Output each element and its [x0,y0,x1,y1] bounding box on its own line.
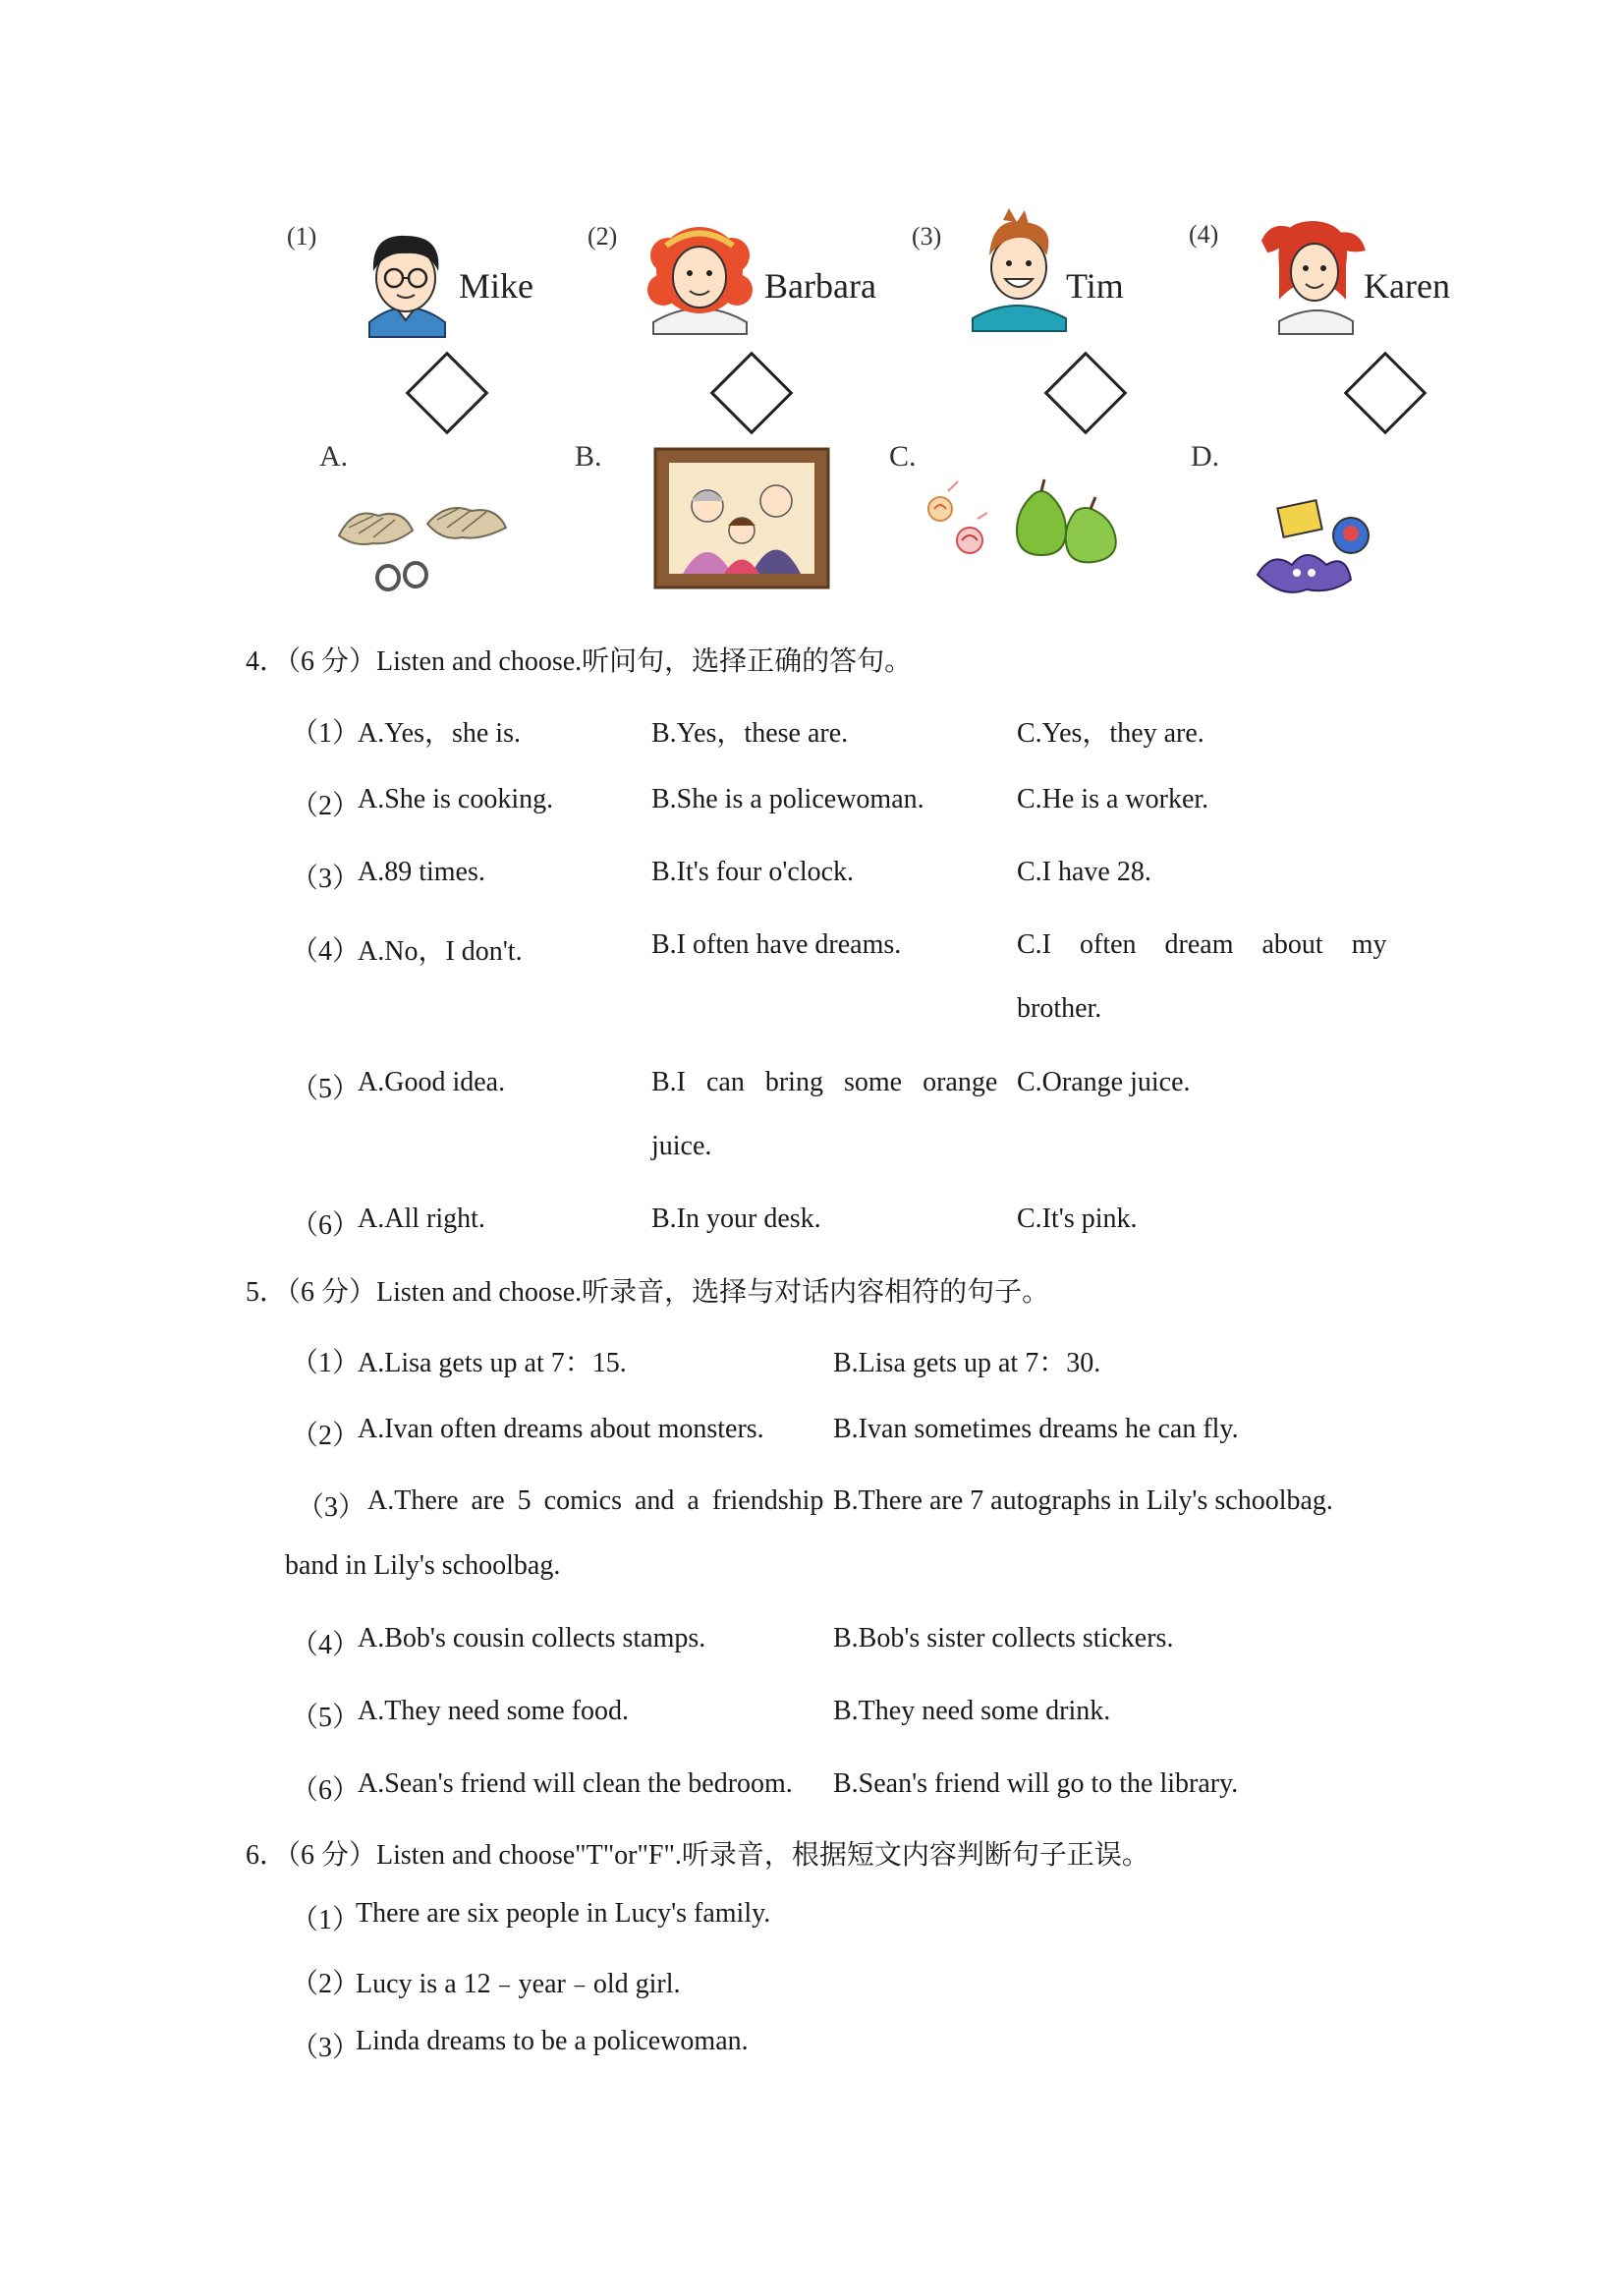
statement: There are six people in Lucy's family. [356,1898,771,1929]
question-header: 4．（6 分）Listen and choose.听问句，选择正确的答句。 [246,646,913,677]
option-label: A. [319,440,349,473]
person-name: Barbara [764,266,876,306]
option-b[interactable]: B.Sean's friend will go to the library. [833,1768,1239,1799]
option-a[interactable]: A.Yes，she is. [358,718,521,749]
item-number: （2） [291,791,361,821]
question-header: 5．（6 分）Listen and choose.听录音，选择与对话内容相符的句子。 [246,1277,1050,1308]
option-c[interactable]: C.I often dream about my [1017,929,1387,960]
item-number: （1） [291,1348,361,1378]
item-number: （5） [291,1703,361,1733]
curly-haired-girl-illustration [639,216,761,334]
option-b[interactable]: B.In your desk. [651,1204,821,1234]
boy-with-glasses-illustration [352,224,460,337]
answer-diamond-2[interactable] [710,352,794,435]
option-b[interactable]: B.Bob's sister collects stickers. [833,1623,1174,1653]
person-number: (1) [287,222,317,251]
person-name: Mike [459,266,533,306]
item-number: （5） [291,1074,361,1104]
option-a-continued: band in Lily's schoolbag. [285,1550,561,1581]
option-c[interactable]: C.Yes，they are. [1017,718,1204,749]
option-label: B. [575,440,602,473]
option-label: C. [889,440,917,473]
statement: Linda dreams to be a policewoman. [356,2026,749,2056]
option-a[interactable]: A.Bob's cousin collects stamps. [358,1623,706,1653]
item-number: （6） [291,1210,361,1241]
option-b[interactable]: B.Lisa gets up at 7：30. [833,1348,1101,1378]
option-a[interactable]: A.Good idea. [358,1067,506,1097]
item-number: （3） [291,864,361,894]
option-a[interactable]: A.89 times. [358,857,485,887]
answer-diamond-1[interactable] [406,352,489,435]
option-b[interactable]: B.I can bring some orange [651,1067,998,1097]
option-b[interactable]: B.Ivan sometimes dreams he can fly. [833,1414,1239,1444]
item-number: （6） [291,1775,361,1806]
item-number: （1） [291,718,361,749]
person-number: (2) [588,222,618,251]
candies-and-pears-illustration [919,472,1135,589]
option-b[interactable]: B.I often have dreams. [651,929,902,960]
option-c[interactable]: C.I have 28. [1017,857,1151,887]
item-number: （2） [291,1969,361,1999]
option-b[interactable]: B.She is a policewoman. [651,784,924,814]
option-b[interactable]: B.They need some drink. [833,1696,1111,1726]
item-number: （3） [297,1492,366,1523]
girl-with-red-hair-illustration [1250,211,1372,334]
option-a[interactable]: A.No，I don't. [358,936,523,967]
answer-diamond-4[interactable] [1344,352,1427,435]
family-photo-frame-illustration [653,447,830,589]
person-number: (4) [1189,220,1219,249]
item-number: （4） [291,1630,361,1660]
option-a[interactable]: A.There are 5 comics and a friendship [367,1485,824,1516]
option-c-continued: brother. [1017,993,1102,1024]
option-b-continued: juice. [651,1131,712,1161]
question-header: 6．（6 分）Listen and choose"T"or"F".听录音，根据短文内容判断句子正误。 [246,1840,1149,1871]
option-b[interactable]: B.Yes，these are. [651,718,849,749]
option-a[interactable]: A.Sean's friend will clean the bedroom. [358,1768,793,1799]
option-c[interactable]: C.It's pink. [1017,1204,1138,1234]
seashells-illustration [334,496,511,594]
option-a[interactable]: A.Lisa gets up at 7：15. [358,1348,627,1378]
person-number: (3) [912,222,942,251]
option-label: D. [1191,440,1220,473]
option-c[interactable]: C.He is a worker. [1017,784,1209,814]
option-a[interactable]: A.They need some food. [358,1696,630,1726]
person-name: Tim [1066,266,1124,306]
person-name: Karen [1364,266,1450,306]
statement: Lucy is a 12﹣year﹣old girl. [356,1969,681,1999]
smiling-boy-illustration [968,208,1076,331]
option-a[interactable]: A.She is cooking. [358,784,554,814]
stickers-illustration [1253,496,1380,604]
item-number: （4） [291,936,361,967]
option-a[interactable]: A.Ivan often dreams about monsters. [358,1414,764,1444]
item-number: （1） [291,1905,361,1935]
item-number: （3） [291,2033,361,2063]
option-a[interactable]: A.All right. [358,1204,485,1234]
answer-diamond-3[interactable] [1044,352,1128,435]
option-c[interactable]: C.Orange juice. [1017,1067,1191,1097]
item-number: （2） [291,1421,361,1451]
option-b[interactable]: B.It's four o'clock. [651,857,855,887]
option-b[interactable]: B.There are 7 autographs in Lily's schoolbag. [833,1485,1333,1516]
